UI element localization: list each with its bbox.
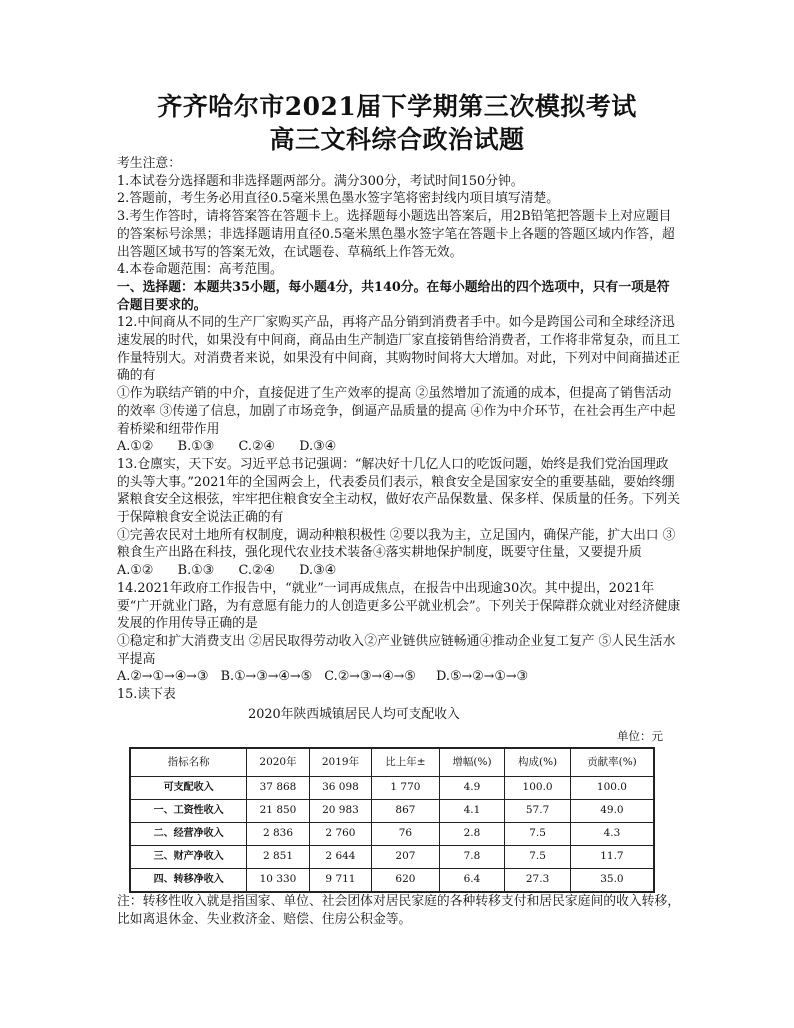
q15-stem: 15.读下表: [117, 687, 176, 703]
table-cell: 四、转移净收入: [130, 869, 247, 893]
table-cell: 7.8: [439, 846, 505, 869]
q14-stem: 14.2021年政府工作报告中，“就业”一词再成焦点，在报告中出现逾30次。其中提出，2021年要“广开就业门路，为有意愿有能力的人创造更多公平就业机会”。下列关于保障群众就业对经济健康发展的作用传导正确的是: [117, 580, 681, 632]
col-header: 比上年±: [372, 748, 439, 777]
col-header: 贡献率(%): [570, 748, 654, 777]
q12-options: A.①② B.①③ C.②④ D.③④: [117, 439, 337, 455]
notice-item-3: 3.考生作答时，请将答案答在答题卡上。选择题每小题选出答案后，用2B铅笔把答题卡上对应题目的答案标号涂黑；非选择题请用直径0.5毫米黑色墨水签字笔在答题卡上各题的答题区域内作答，超出答题区域书写的答案无效，在试题卷、草稿纸上作答无效。: [117, 209, 675, 260]
table-cell: 2 760: [309, 823, 371, 846]
q13-statements: ①完善农民对土地所有权制度，调动种粮积极性 ②要以我为主，立足国内，确保产能，扩大出口 ③粮食生产出路在科技，强化现代农业技术装备④落实耕地保护制度，既要守住量，又要提升质: [117, 527, 676, 561]
q12-stem: 12.中间商从不同的生产厂家购买产品，再将产品分销到消费者手中。如今是跨国公司和全球经济迅速发展的时代，如果没有中间商，商品由生产制造厂家直接销售给消费者，工作将非常复杂，而且工作量特别大。对消费者来说，如果没有中间商，其购物时间将大大增加。对此，下列对中间商描述正确的有: [117, 315, 681, 384]
table-cell: 4.1: [439, 800, 505, 823]
table-cell: 4.3: [570, 823, 654, 846]
notice-item-4: 4.本卷命题范围：高考范围。: [117, 262, 283, 278]
table-cell: 2 851: [247, 846, 309, 869]
q13-stem: 13.仓廪实，天下安。习近平总书记强调：“解决好十几亿人口的吃饭问题，始终是我们党治国理政的头等大事。”2021年的全国两会上，代表委员们表示，粮食安全是国家安全的重要基础，要始终绷紧粮食安全这根弦，牢牢把住粮食安全主动权，做好农产品保数量、保多样、保质量的任务。下列关于保障粮食安全说法正确的有: [117, 456, 681, 526]
exam-title-line2: 高三文科综合政治试题: [269, 125, 525, 154]
col-header: 构成(%): [505, 748, 571, 777]
col-header: 指标名称: [130, 748, 247, 777]
table-cell: 620: [372, 869, 439, 893]
q14-statements: ①稳定和扩大消费支出 ②居民取得劳动收入②产业链供应链畅通④推动企业复工复产 ⑤人民生活水平提高: [117, 633, 676, 667]
notice-header: 考生注意：: [117, 156, 181, 171]
income-table: [129, 747, 655, 893]
table-cell: 7.5: [505, 823, 571, 846]
table-cell: 21 850: [247, 800, 309, 823]
table-cell: 三、财产净收入: [130, 846, 247, 869]
table-cell: 可支配收入: [130, 777, 247, 800]
col-header: 2019年: [309, 748, 371, 777]
q12-statements: ①作为联结产销的中介，直接促进了生产效率的提高 ②虽然增加了流通的成本，但提高了销售活动的效率 ③传递了信息，加剧了市场竞争，倒逼产品质量的提高 ④作为中介环节，在社会再生产中起着桥梁和纽带作用: [117, 386, 676, 437]
table-cell: 76: [372, 823, 439, 846]
section-heading: 一、选择题：本题共35小题，每小题4分，共140分。在每小题给出的四个选项中，只有一项是符合题目要求的。: [117, 279, 670, 313]
table-cell: 2 836: [247, 823, 309, 846]
table-cell: 35.0: [570, 869, 654, 893]
table-cell: 11.7: [570, 846, 654, 869]
table-row: [130, 800, 654, 823]
notice-item-2: 2.答题前，考生务必用直径0.5毫米黑色墨水签字笔将密封线内项目填写清楚。: [117, 191, 560, 207]
q14-options: A.②→①→④→③ B.①→③→④→⑤ C.②→③→④→⑤ D.⑤→②→①→③: [117, 669, 529, 685]
table-row: [130, 846, 654, 869]
table-cell: 1 770: [372, 777, 439, 800]
table-cell: 7.5: [505, 846, 571, 869]
table-title: 2020年陕西城镇居民人均可支配收入: [248, 706, 460, 722]
table-cell: 37 868: [247, 777, 309, 800]
table-cell: 10 330: [247, 869, 309, 893]
table-cell: 一、工资性收入: [130, 800, 247, 823]
table-cell: 2 644: [309, 846, 371, 869]
table-cell: 207: [372, 846, 439, 869]
table-cell: 9 711: [309, 869, 371, 893]
table-cell: 100.0: [505, 777, 571, 800]
table-row: [130, 777, 654, 800]
table-note: 注：转移性收入就是指国家、单位、社会团体对居民家庭的各种转移支付和居民家庭间的收入转移，比如离退休金、失业救济金、赔偿、住房公积金等。: [117, 894, 681, 927]
table-cell: 100.0: [570, 777, 654, 800]
exam-title-line1: 齐齐哈尔市2021届下学期第三次模拟考试: [157, 92, 637, 121]
notice-item-1: 1.本试卷分选择题和非选择题两部分。满分300分，考试时间150分钟。: [117, 173, 524, 189]
table-cell: 49.0: [570, 800, 654, 823]
col-header: 2020年: [247, 748, 309, 777]
table-cell: 36 098: [309, 777, 371, 800]
exam-content: [117, 155, 681, 929]
table-unit: 单位：元: [617, 728, 663, 743]
exam-title: [0, 90, 794, 156]
table-cell: 2.8: [439, 823, 505, 846]
table-row: [130, 823, 654, 846]
table-cell: 27.3: [505, 869, 571, 893]
table-cell: 57.7: [505, 800, 571, 823]
table-row: [130, 869, 654, 893]
table-cell: 6.4: [439, 869, 505, 893]
col-header: 增幅(%): [439, 748, 505, 777]
table-cell: 4.9: [439, 777, 505, 800]
table-cell: 867: [372, 800, 439, 823]
table-cell: 20 983: [309, 800, 371, 823]
table-cell: 二、经营净收入: [130, 823, 247, 846]
q13-options: A.①② B.①③ C.②④ D.③④: [117, 563, 337, 579]
table-header-row: [130, 748, 654, 777]
